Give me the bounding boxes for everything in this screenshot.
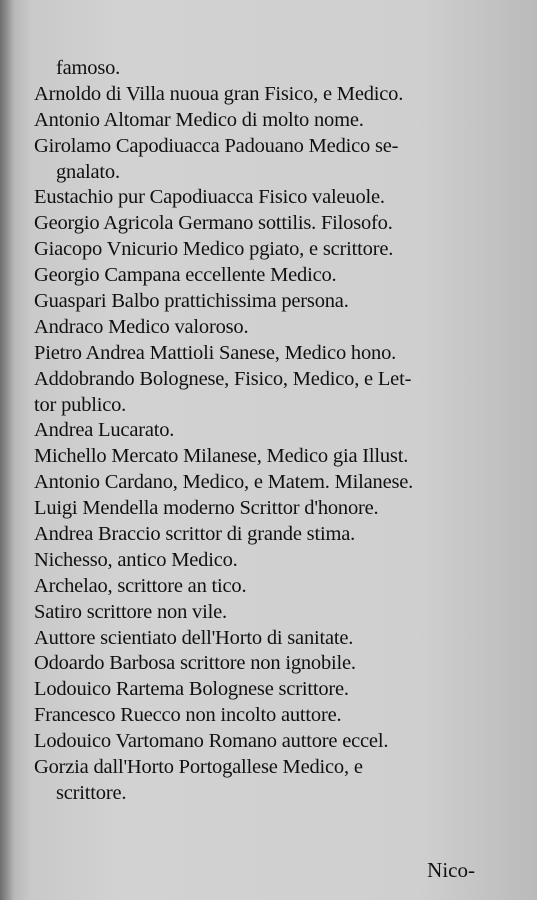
list-line: Francesco Ruecco non incolto auttore. [34, 704, 342, 727]
list-line: Eustachio pur Capodiuacca Fisico valeuole. [34, 186, 385, 209]
list-line: Arnoldo di Villa nuoua gran Fisico, e Medico. [34, 82, 404, 105]
list-line: Georgio Campana eccellente Medico. [34, 264, 337, 287]
list-line: Guaspari Balbo prattichissima persona. [34, 290, 349, 313]
list-line: Andrea Lucarato. [34, 419, 175, 442]
list-line: Georgio Agricola Germano sottilis. Filosofo. [34, 212, 393, 235]
gutter-shadow [0, 0, 14, 900]
list-line: Antonio Cardano, Medico, e Matem. Milanese. [34, 471, 414, 494]
list-line: Lodouico Vartomano Romano auttore eccel. [34, 730, 389, 753]
list-line: Gorzia dall'Horto Portogallese Medico, e [34, 756, 363, 779]
list-line: Archelao, scrittore an tico. [34, 574, 247, 597]
list-line: Pietro Andrea Mattioli Sanese, Medico hono. [34, 341, 397, 364]
author-list [34, 56, 514, 807]
list-line: Michello Mercato Milanese, Medico gia Illust. [34, 445, 409, 468]
catchword: Nico- [427, 858, 475, 882]
list-line: Girolamo Capodiuacca Padouano Medico se- [34, 134, 399, 157]
list-line: Giacopo Vnicurio Medico pgiato, e scrittore. [34, 238, 394, 261]
list-line: Lodouico Rartema Bolognese scrittore. [34, 678, 349, 701]
list-line: Satiro scrittore non vile. [34, 600, 227, 623]
list-line: Auttore scientiato dell'Horto di sanitate. [34, 626, 354, 649]
list-line: gnalato. [56, 160, 120, 183]
list-line: scrittore. [56, 781, 127, 804]
list-line: Odoardo Barbosa scrittore non ignobile. [34, 652, 356, 675]
list-line: Addobrando Bolognese, Fisico, Medico, e Let- [34, 367, 412, 390]
list-line: Luigi Mendella moderno Scrittor d'honore. [34, 497, 379, 520]
list-line: tor publico. [34, 393, 127, 416]
list-line: Nichesso, antico Medico. [34, 548, 238, 571]
list-line: Andraco Medico valoroso. [34, 315, 249, 338]
list-line: Antonio Altomar Medico di molto nome. [34, 108, 364, 131]
list-line: Andrea Braccio scrittor di grande stima. [34, 523, 356, 546]
list-line: famoso. [56, 57, 121, 79]
